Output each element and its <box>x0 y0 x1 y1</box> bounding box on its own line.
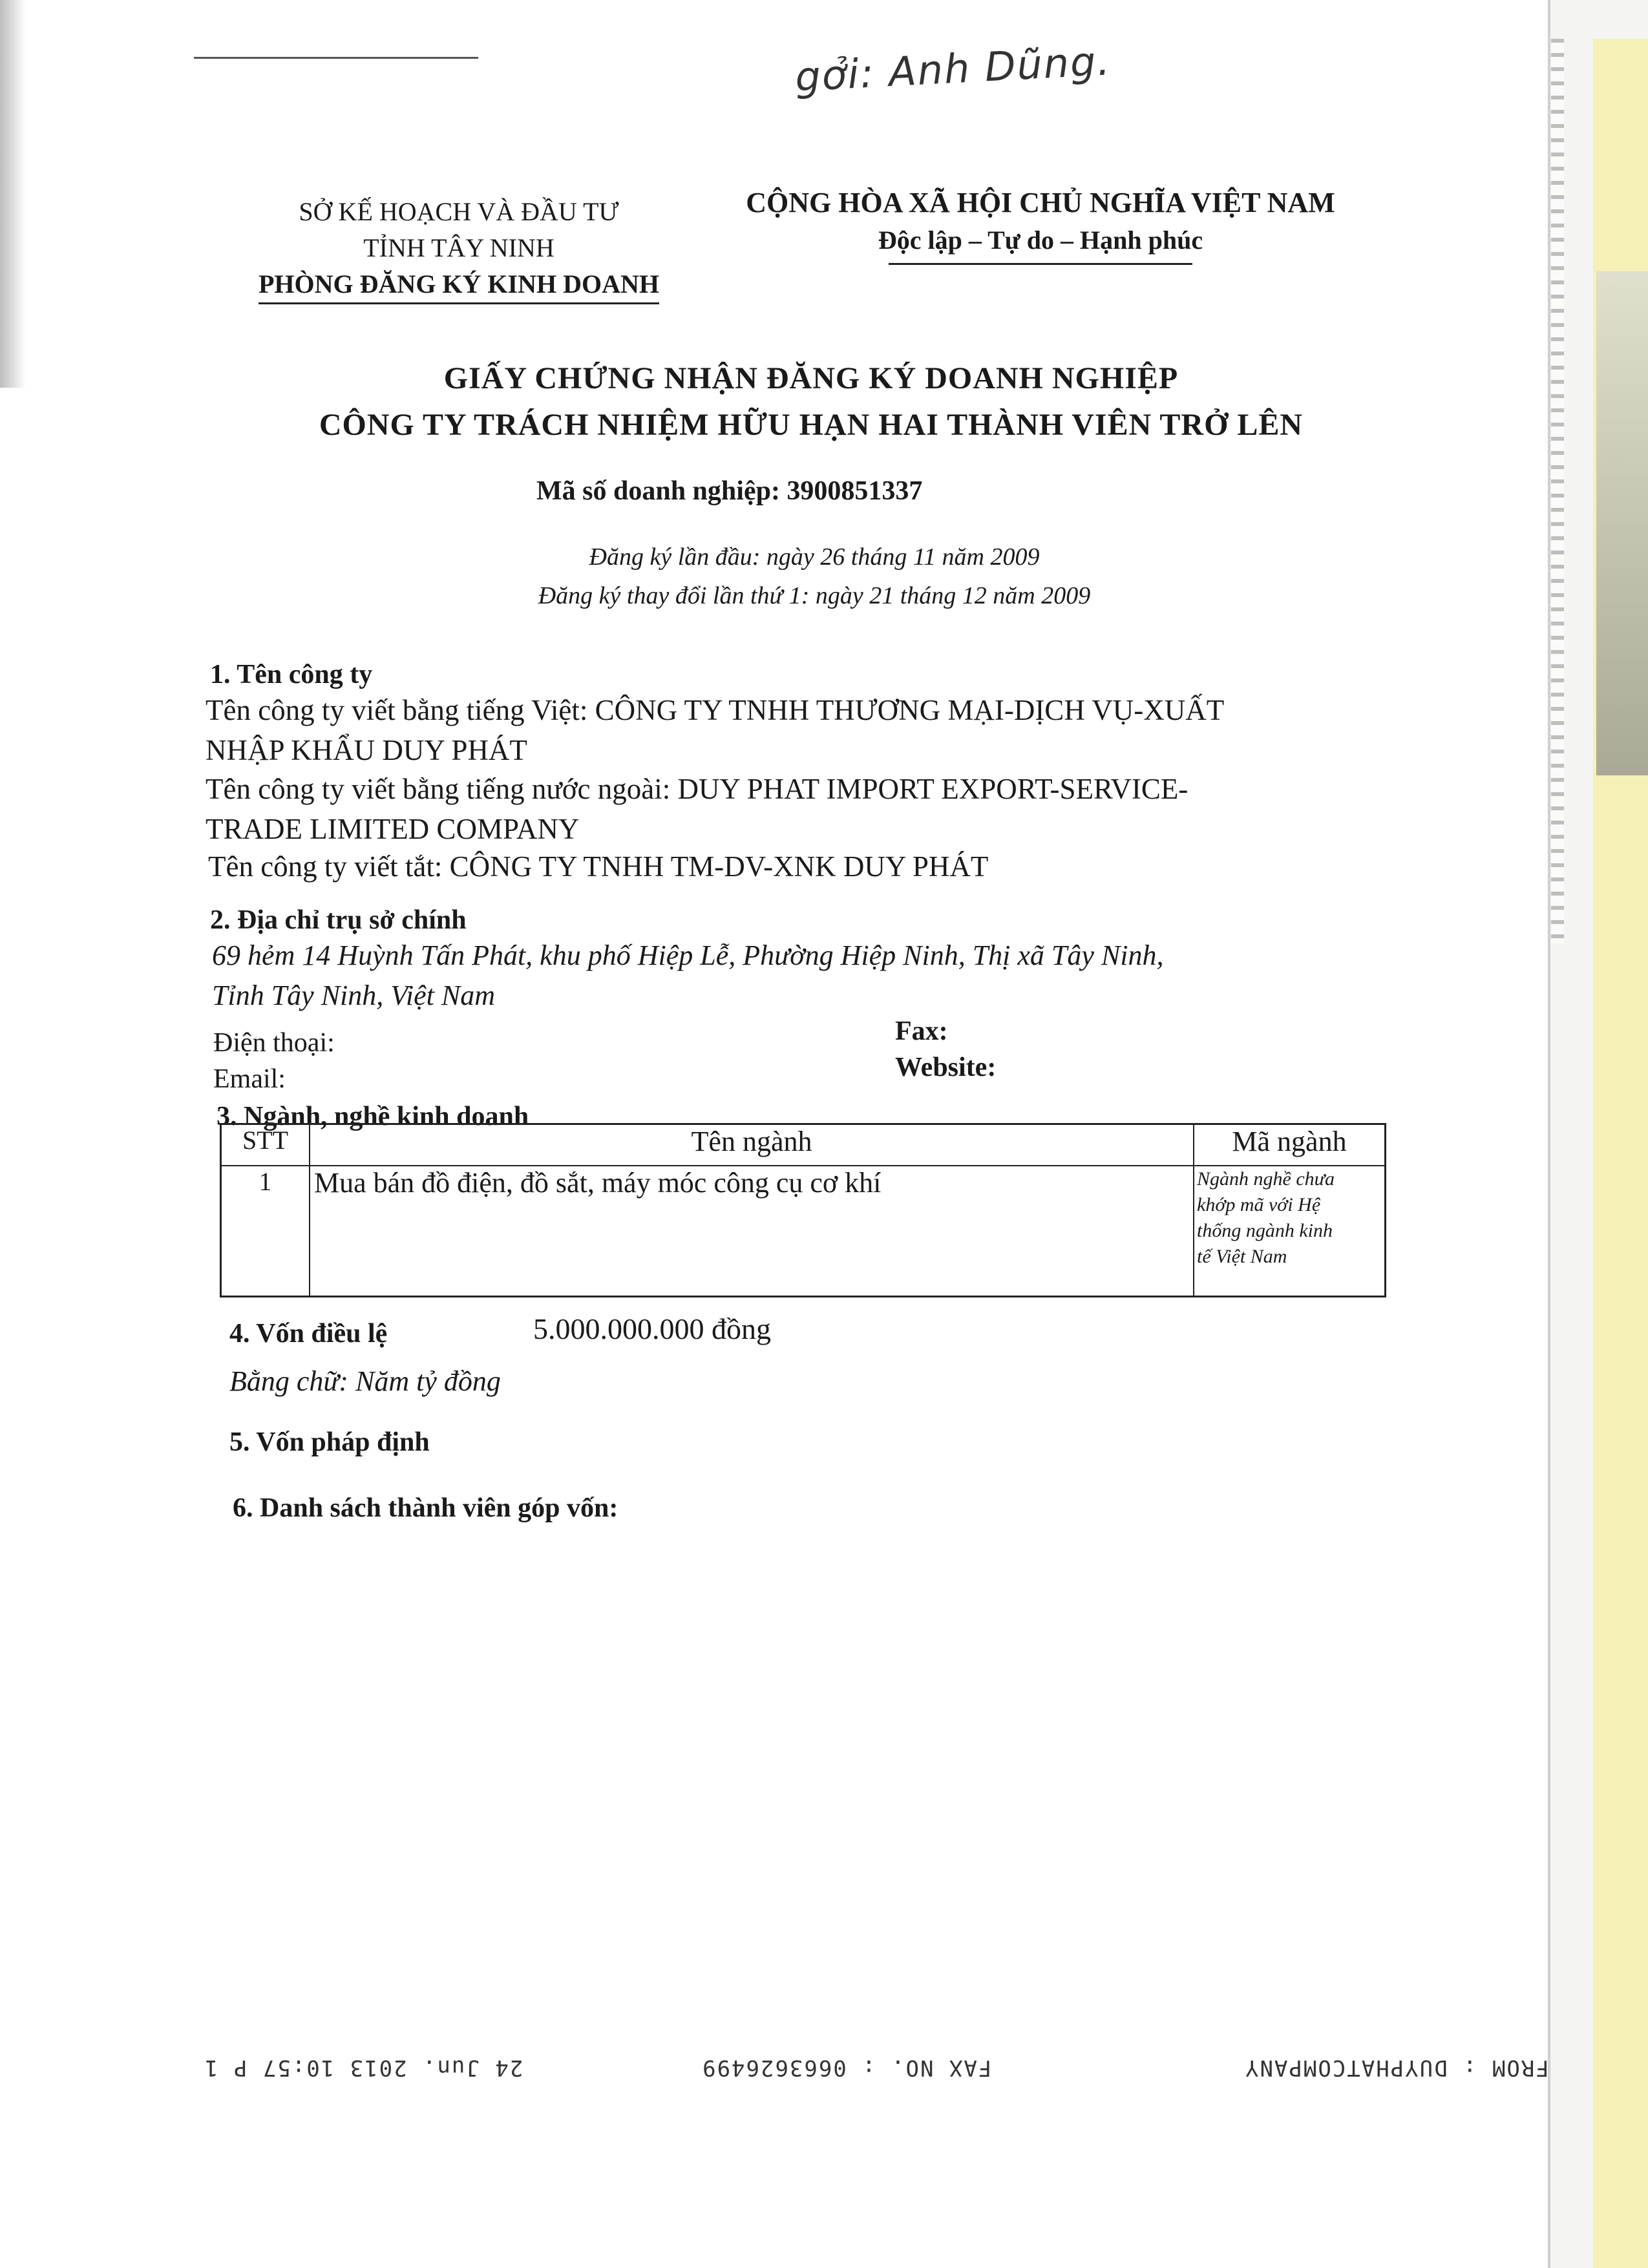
row-name: Mua bán đồ điện, đồ sắt, máy móc công cụ cơ khí <box>310 1166 1194 1297</box>
website-label: Website: <box>895 1053 997 1082</box>
vn-name-line-1: Tên công ty viết bằng tiếng Việt: CÔNG TY TNHH THƯƠNG MẠI-DỊCH VỤ-XUẤT <box>206 694 1225 726</box>
agency-line-3: PHÒNG ĐĂNG KÝ KINH DOANH <box>259 266 659 304</box>
fax-from: FROM : DUYPHATCOMPANY <box>1244 2055 1549 2081</box>
code-note-line-1: Ngành nghề chưa <box>1197 1168 1335 1190</box>
col-stt: STT <box>221 1124 310 1166</box>
contact-right <box>895 1013 996 1086</box>
phone-label: Điện thoại: <box>213 1028 335 1058</box>
fax-number: FAX NO. : 0663626499 <box>701 2055 992 2081</box>
charter-capital-amount: 5.000.000.000 đồng <box>533 1312 771 1345</box>
section-4-heading: 4. Vốn điều lệ <box>229 1319 388 1349</box>
motto-underline <box>889 263 1192 265</box>
col-code: Mã ngành <box>1194 1124 1386 1166</box>
issuing-agency <box>213 194 704 304</box>
national-header <box>730 184 1351 265</box>
company-short-name: Tên công ty viết tắt: CÔNG TY TNHH TM-DV-XNK DUY PHÁT <box>208 850 989 883</box>
address-line-2: Tỉnh Tây Ninh, Việt Nam <box>212 980 495 1011</box>
amendment-registration: Đăng ký thay đổi lần thứ 1: ngày 21 tháng 12 năm 2009 <box>538 582 1091 609</box>
fax-date-page: 24 Jun. 2013 10:57 P 1 <box>204 2055 523 2081</box>
code-note-line-4: tế Việt Nam <box>1197 1246 1287 1267</box>
fax-label: Fax: <box>895 1016 948 1046</box>
code-note-line-2: khớp mã với Hệ <box>1197 1194 1321 1215</box>
top-rule <box>194 57 478 59</box>
row-stt: 1 <box>221 1166 310 1297</box>
scan-shadow <box>0 0 26 388</box>
foreign-name-line-1: Tên công ty viết bằng tiếng nước ngoài: DUY PHAT IMPORT EXPORT-SERVICE- <box>206 773 1188 805</box>
certificate-title <box>207 355 1415 448</box>
business-lines-table <box>220 1123 1386 1297</box>
address-line-1: 69 hẻm 14 Huỳnh Tấn Phát, khu phố Hiệp Lễ, Phường Hiệp Ninh, Thị xã Tây Ninh, <box>212 940 1164 971</box>
section-1-heading: 1. Tên công ty <box>210 660 373 689</box>
row-code <box>1194 1166 1386 1297</box>
section-6-heading: 6. Danh sách thành viên góp vốn: <box>233 1493 618 1523</box>
section-5-heading: 5. Vốn pháp định <box>229 1427 430 1457</box>
company-name-foreign <box>206 769 1433 849</box>
binder-perforation <box>1551 39 1564 943</box>
registration-dates <box>388 538 1241 615</box>
table-row <box>221 1166 1386 1297</box>
head-office-address <box>212 936 1440 1016</box>
section-2-heading: 2. Địa chỉ trụ sở chính <box>210 905 467 935</box>
title-line-2: CÔNG TY TRÁCH NHIỆM HỮU HẠN HAI THÀNH VIÊN TRỞ LÊN <box>319 408 1304 442</box>
business-code: Mã số doanh nghiệp: 3900851337 <box>536 476 923 506</box>
table-header-row <box>221 1124 1386 1166</box>
section-3-heading: 3. Ngành, nghề kinh doanh <box>217 1102 529 1131</box>
email-label: Email: <box>213 1064 286 1094</box>
contact-left <box>213 1025 335 1097</box>
agency-line-1: SỞ KẾ HOẠCH VÀ ĐẦU TƯ <box>299 197 619 226</box>
republic-name: CỘNG HÒA XÃ HỘI CHỦ NGHĨA VIỆT NAM <box>746 187 1335 218</box>
foreign-name-line-2: TRADE LIMITED COMPANY <box>206 813 580 845</box>
first-registration: Đăng ký lần đầu: ngày 26 tháng 11 năm 2009 <box>589 543 1040 571</box>
title-line-1: GIẤY CHỨNG NHẬN ĐĂNG KÝ DOANH NGHIỆP <box>443 361 1179 395</box>
binder-shadow-panel <box>1596 271 1648 775</box>
agency-line-2: TỈNH TÂY NINH <box>363 233 555 262</box>
charter-capital-words: Bằng chữ: Năm tỷ đồng <box>229 1365 501 1397</box>
company-name-vietnamese <box>206 690 1433 770</box>
national-motto: Độc lập – Tự do – Hạnh phúc <box>878 226 1203 255</box>
vn-name-line-2: NHẬP KHẨU DUY PHÁT <box>206 734 527 766</box>
col-name: Tên ngành <box>310 1124 1194 1166</box>
handwritten-note: gởi: Anh Dũng. <box>794 37 1112 101</box>
code-note-line-3: thống ngành kinh <box>1197 1220 1333 1241</box>
